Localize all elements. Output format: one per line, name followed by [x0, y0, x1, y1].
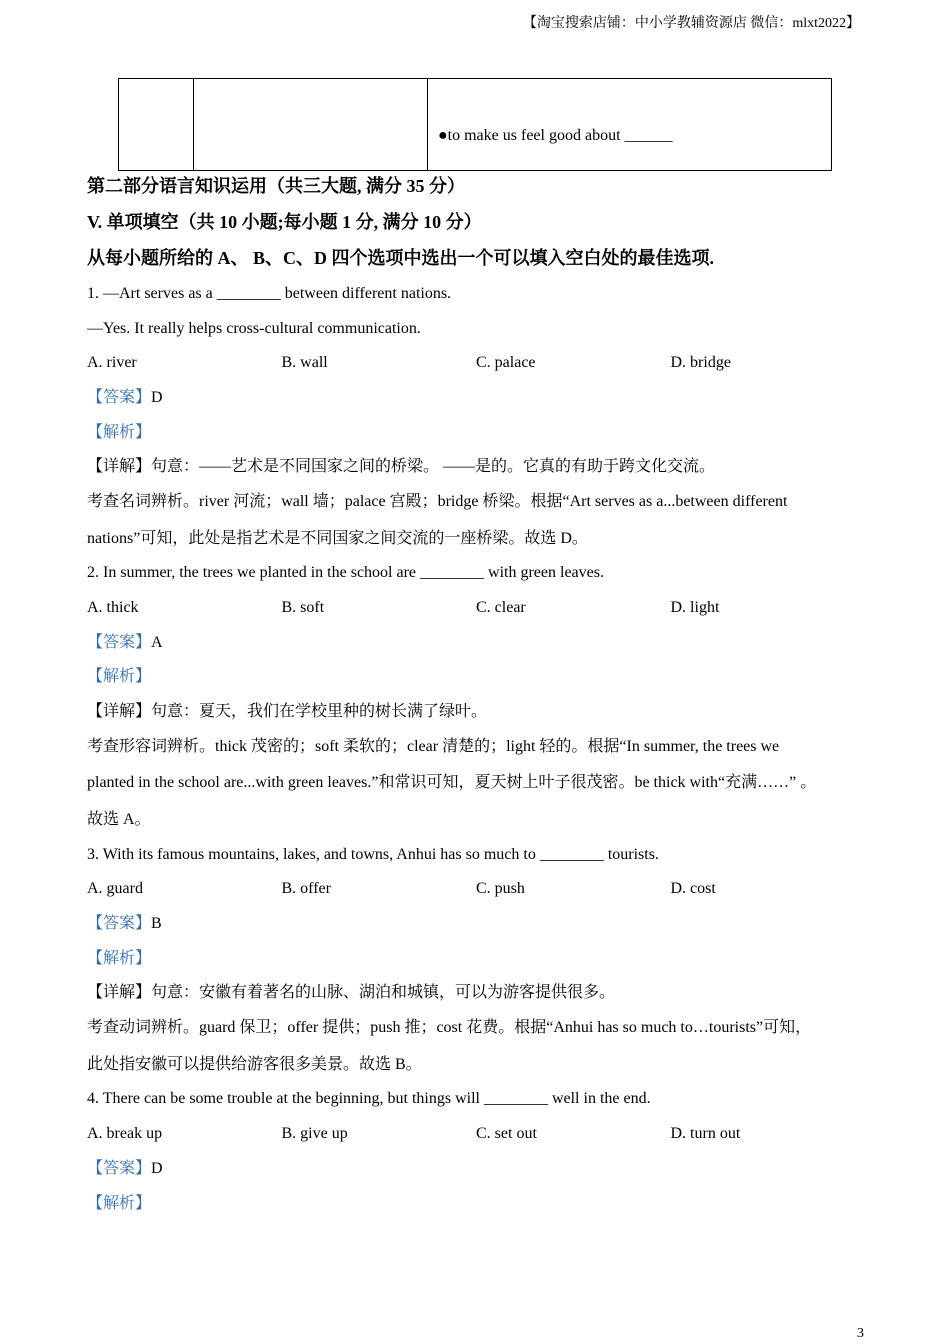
- option-a: A. thick: [87, 599, 139, 617]
- answer-line: [87, 1155, 867, 1190]
- question-4: [87, 1085, 867, 1224]
- analysis-label: 【解析】: [87, 668, 152, 686]
- question-stem: 3. With its famous mountains, lakes, and towns, Anhui has so much to ________ tourists.: [87, 845, 659, 863]
- question-3: [87, 841, 867, 1086]
- question-1: [87, 280, 867, 559]
- document-body: [87, 172, 867, 1224]
- options-row: [87, 875, 867, 910]
- options-row: [87, 1120, 867, 1155]
- answer-label: 【答案】: [87, 915, 152, 933]
- table-fragment: [118, 78, 832, 171]
- option-b: B. offer: [281, 880, 331, 898]
- detail-line: 此处指安徽可以提供给游客很多美景。故选 B。: [87, 1055, 422, 1073]
- answer-line: [87, 384, 867, 419]
- answer-value: B: [151, 915, 162, 933]
- answer-label: 【答案】: [87, 1159, 152, 1177]
- option-a: A. break up: [87, 1125, 163, 1143]
- question-stem: 4. There can be some trouble at the beginning, but things will ________ well in the end.: [87, 1090, 651, 1108]
- option-c: C. push: [476, 880, 525, 898]
- option-b: B. soft: [281, 599, 325, 617]
- option-d: D. turn out: [670, 1125, 741, 1143]
- option-d: D. cost: [670, 880, 716, 898]
- detail-line: 【详解】句意：——艺术是不同国家之间的桥梁。 ——是的。它真的有助于跨文化交流。: [87, 458, 716, 476]
- detail-line: 考查名词辨析。river 河流；wall 墙；palace 宫殿；bridge 桥梁。根据“Art serves as a...between different: [87, 493, 788, 511]
- detail-line: 【详解】句意：夏天，我们在学校里种的树长满了绿叶。: [87, 703, 488, 721]
- option-c: C. palace: [476, 354, 536, 372]
- table-cell-3: ●to make us feel good about ______: [428, 79, 832, 171]
- question-2: [87, 559, 867, 840]
- option-b: B. wall: [281, 354, 328, 372]
- sub-title: V. 单项填空（共 10 小题;每小题 1 分, 满分 10 分）: [87, 212, 482, 232]
- option-b: B. give up: [281, 1125, 348, 1143]
- page-number: 3: [857, 1326, 864, 1341]
- table-cell-1: [119, 79, 194, 171]
- detail-line: nations”可知，此处是指艺术是不同国家之间交流的一座桥梁。故选 D。: [87, 529, 588, 547]
- analysis-label: 【解析】: [87, 1194, 152, 1212]
- answer-label: 【答案】: [87, 633, 152, 651]
- detail-line: 【详解】句意：安徽有着著名的山脉、湖泊和城镇，可以为游客提供很多。: [87, 984, 616, 1002]
- answer-label: 【答案】: [87, 389, 152, 407]
- detail-line: planted in the school are...with green leaves.”和常识可知，夏天树上叶子很茂密。be thick with“充满……” 。: [87, 774, 817, 792]
- answer-value: D: [151, 389, 163, 407]
- detail-line: 考查形容词辨析。thick 茂密的；soft 柔软的；clear 清楚的；light 轻的。根据“In summer, the trees we: [87, 737, 780, 755]
- part-title: 第二部分语言知识运用（共三大题, 满分 35 分）: [87, 176, 465, 196]
- option-a: A. river: [87, 354, 137, 372]
- answer-line: [87, 629, 867, 664]
- options-row: [87, 349, 867, 384]
- option-d: D. light: [670, 599, 720, 617]
- answer-line: [87, 910, 867, 945]
- question-stem-line: —Yes. It really helps cross-cultural communication.: [87, 319, 421, 337]
- table-cell-2: [194, 79, 428, 171]
- answer-value: D: [151, 1159, 163, 1177]
- option-c: C. clear: [476, 599, 526, 617]
- options-row: [87, 594, 867, 629]
- analysis-label: 【解析】: [87, 423, 152, 441]
- analysis-label: 【解析】: [87, 949, 152, 967]
- question-stem: 1. —Art serves as a ________ between different nations.: [87, 285, 452, 302]
- header-note: 【淘宝搜索店铺：中小学教辅资源店 微信：mlxt2022】: [522, 16, 860, 31]
- option-c: C. set out: [476, 1125, 537, 1143]
- detail-line: 考查动词辨析。guard 保卫；offer 提供；push 推；cost 花费。根据“Anhui has so much to…tourists”可知，: [87, 1019, 812, 1037]
- detail-line: 故选 A。: [87, 811, 151, 829]
- question-stem: 2. In summer, the trees we planted in the school are ________ with green leaves.: [87, 564, 604, 582]
- option-d: D. bridge: [670, 354, 731, 372]
- instruction: 从每小题所给的 A、 B、C、D 四个选项中选出一个可以填入空白处的最佳选项.: [87, 248, 714, 268]
- answer-value: A: [151, 633, 163, 651]
- option-a: A. guard: [87, 880, 143, 898]
